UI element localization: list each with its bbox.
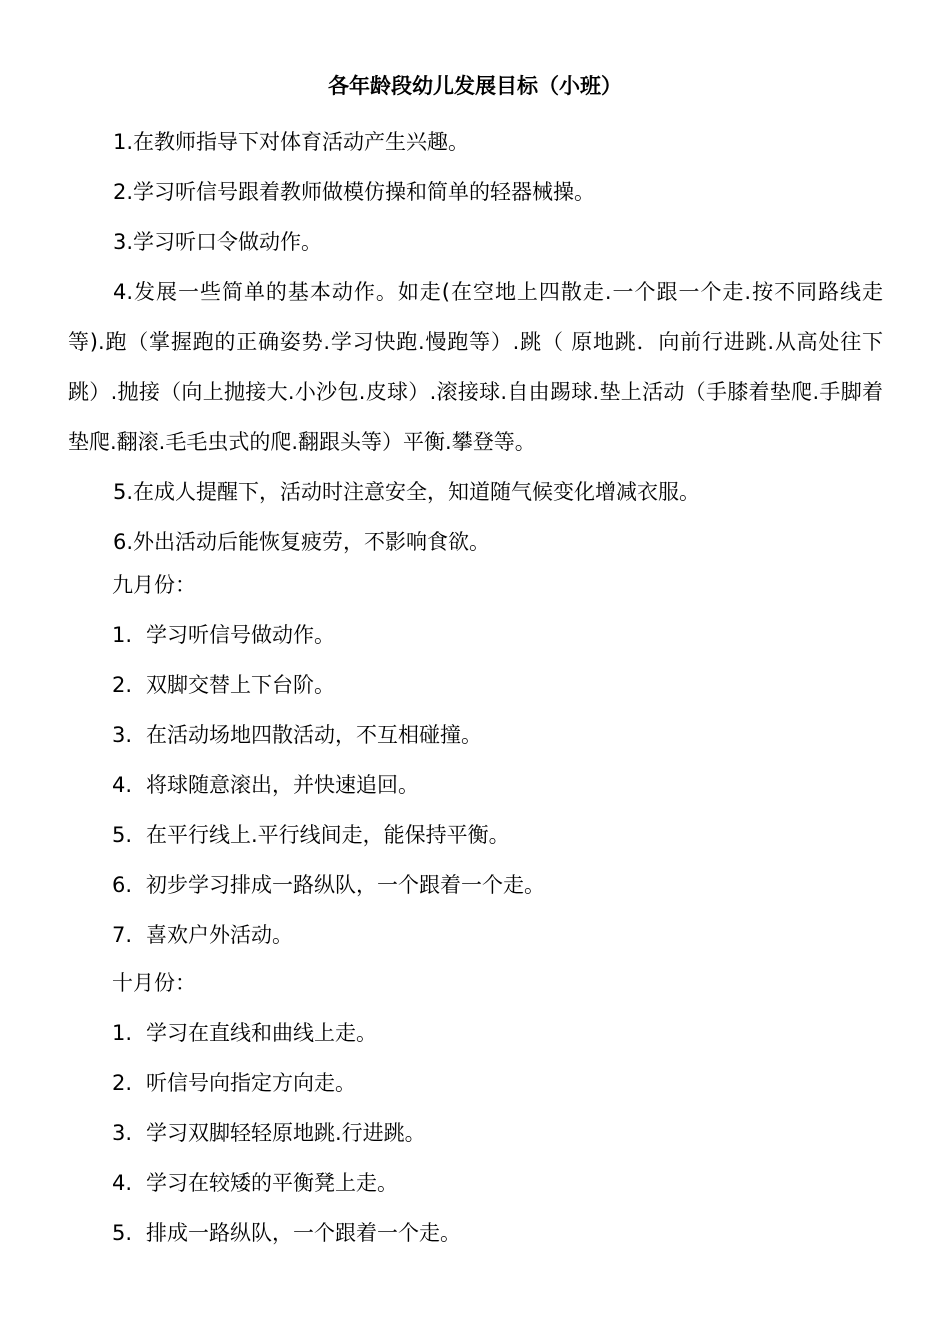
item-number: 5. xyxy=(112,1221,133,1245)
item-number: 3. xyxy=(112,723,133,747)
list-item xyxy=(112,1058,882,1108)
item-number: 1. xyxy=(112,623,133,647)
item-text: 学习双脚轻轻原地跳.行进跳。 xyxy=(146,1121,426,1145)
page-title: 各年龄段幼儿发展目标（小班） xyxy=(328,74,622,98)
goal-paragraph: 5.在成人提醒下，活动时注意安全，知道随气候变化增减衣服。 xyxy=(113,480,701,504)
item-text: 喜欢户外活动。 xyxy=(146,923,293,947)
item-text: 双脚交替上下台阶。 xyxy=(146,673,335,697)
list-item xyxy=(112,860,882,910)
item-number: 4. xyxy=(112,1171,133,1195)
item-text: 听信号向指定方向走。 xyxy=(146,1071,356,1095)
item-number: 4. xyxy=(112,773,133,797)
october-list xyxy=(112,1008,882,1258)
item-text: 学习听信号做动作。 xyxy=(146,623,335,647)
item-number: 2. xyxy=(112,673,133,697)
item-number: 3. xyxy=(112,1121,133,1145)
list-item xyxy=(112,910,882,960)
list-item xyxy=(112,1158,882,1208)
september-heading: 九月份： xyxy=(112,573,196,597)
goal-paragraph: 1.在教师指导下对体育活动产生兴趣。 xyxy=(113,130,470,154)
list-item xyxy=(112,1208,882,1258)
list-item xyxy=(112,810,882,860)
item-number: 1. xyxy=(112,1021,133,1045)
goal-paragraph: 4.发展一些简单的基本动作。如走(在空地上四散走.一个跟一个走.按不同路线走等).跑（掌握跑的正确姿势.学习快跑.慢跑等）.跳（ 原地跳．向前行进跳.从高处往下跳）.抛接（向上抛接大.小沙包.皮球）.滚接球.自由踢球.垫上活动（手膝着垫爬.手脚着垫爬.翻滚.毛毛虫式的爬.翻跟头等）平衡.攀登等。 xyxy=(68,280,883,454)
list-item xyxy=(112,660,882,710)
list-item xyxy=(112,1108,882,1158)
goal-paragraph: 6.外出活动后能恢复疲劳，不影响食欲。 xyxy=(113,530,491,554)
item-number: 2. xyxy=(112,1071,133,1095)
item-text: 初步学习排成一路纵队，一个跟着一个走。 xyxy=(146,873,545,897)
goal-paragraph: 3.学习听口令做动作。 xyxy=(113,230,323,254)
october-heading: 十月份： xyxy=(112,971,196,995)
goal-paragraph: 2.学习听信号跟着教师做模仿操和简单的轻器械操。 xyxy=(113,180,596,204)
item-text: 在平行线上.平行线间走，能保持平衡。 xyxy=(146,823,510,847)
september-section xyxy=(112,560,882,960)
item-text: 将球随意滚出，并快速追回。 xyxy=(146,773,419,797)
goals-section xyxy=(68,117,883,567)
september-list xyxy=(112,610,882,960)
list-item xyxy=(112,760,882,810)
item-text: 排成一路纵队，一个跟着一个走。 xyxy=(146,1221,461,1245)
item-text: 学习在较矮的平衡凳上走。 xyxy=(146,1171,398,1195)
item-text: 学习在直线和曲线上走。 xyxy=(146,1021,377,1045)
item-number: 6. xyxy=(112,873,133,897)
october-section xyxy=(112,958,882,1258)
item-text: 在活动场地四散活动，不互相碰撞。 xyxy=(146,723,482,747)
list-item xyxy=(112,710,882,760)
item-number: 7. xyxy=(112,923,133,947)
list-item xyxy=(112,610,882,660)
item-number: 5. xyxy=(112,823,133,847)
list-item xyxy=(112,1008,882,1058)
